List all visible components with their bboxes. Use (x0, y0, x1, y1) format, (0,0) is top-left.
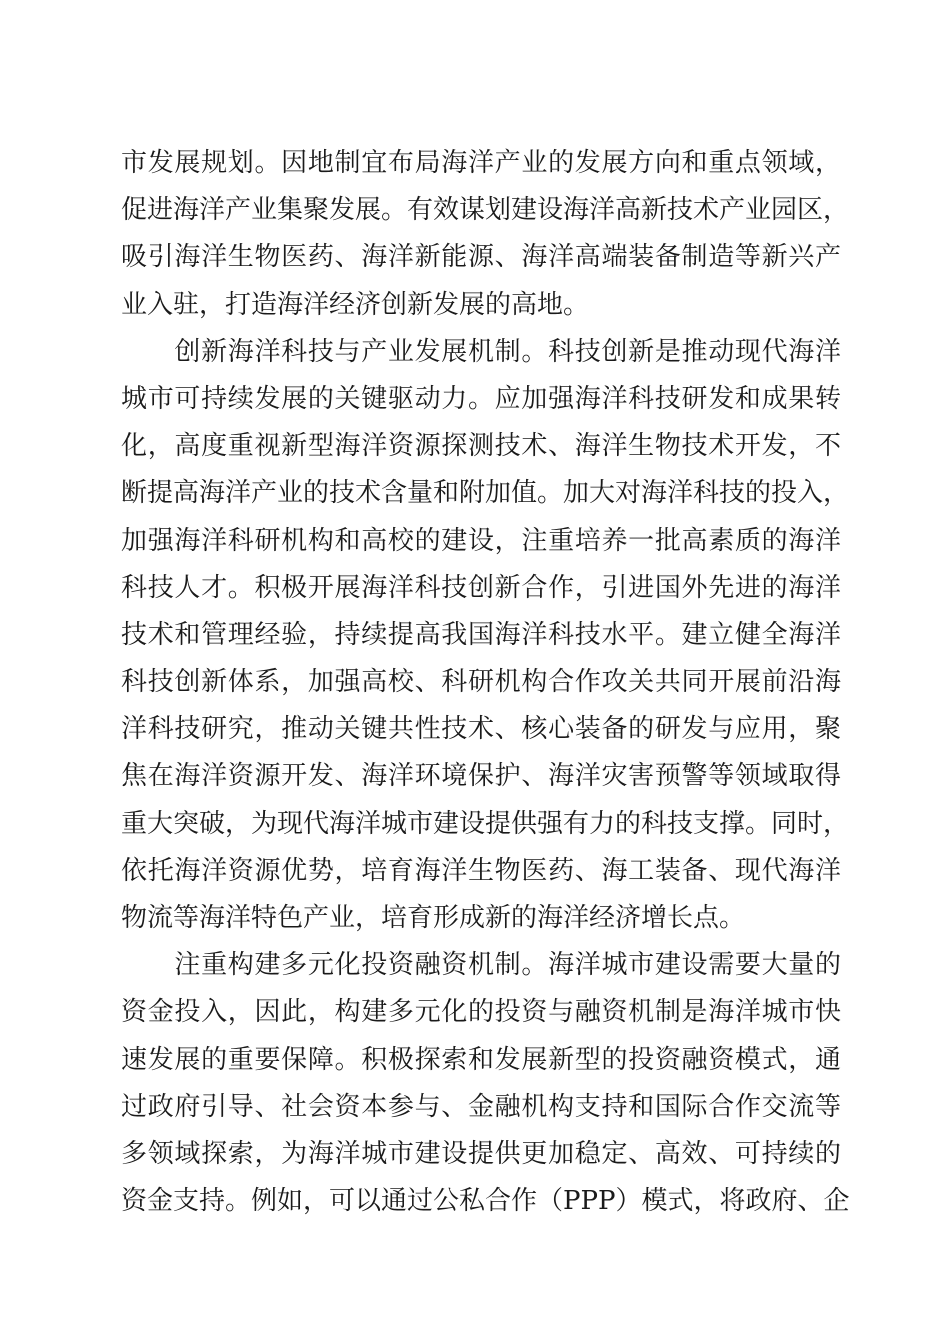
text-line: 市发展规划。因地制宜布局海洋产业的发展方向和重点领域， (121, 148, 841, 178)
text-line: 科技创新体系，加强高校、科研机构合作攻关共同开展前沿海 (121, 667, 841, 698)
text-line: 断提高海洋产业的技术含量和附加值。加大对海洋科技的投入， (121, 478, 850, 509)
text-line: 依托海洋资源优势，培育海洋生物医药、海工装备、现代海洋 (121, 855, 841, 886)
text-line: 资金支持。例如，可以通过公私合作（PPP）模式，将政府、企 (121, 1186, 850, 1217)
text-line: 多领域探索，为海洋城市建设提供更加稳定、高效、可持续的 (121, 1138, 841, 1169)
body-text (121, 140, 850, 1225)
text-line: 化，高度重视新型海洋资源探测技术、海洋生物技术开发，不 (121, 431, 841, 462)
text-line: 技术和管理经验，持续提高我国海洋科技水平。建立健全海洋 (121, 619, 841, 650)
text-line: 洋科技研究，推动关键共性技术、核心装备的研发与应用，聚 (121, 714, 841, 745)
text-line: 物流等海洋特色产业，培育形成新的海洋经济增长点。 (121, 903, 746, 933)
text-line: 重大突破，为现代海洋城市建设提供强有力的科技支撑。同时， (121, 808, 850, 839)
text-line: 吸引海洋生物医药、海洋新能源、海洋高端装备制造等新兴产 (121, 242, 841, 273)
text-line: 焦在海洋资源开发、海洋环境保护、海洋灾害预警等领域取得 (121, 761, 841, 792)
text-line: 注重构建多元化投资融资机制。海洋城市建设需要大量的 (121, 950, 841, 981)
text-line: 业入驻，打造海洋经济创新发展的高地。 (121, 289, 590, 320)
text-line: 促进海洋产业集聚发展。有效谋划建设海洋高新技术产业园区， (121, 195, 850, 226)
text-line: 创新海洋科技与产业发展机制。科技创新是推动现代海洋 (121, 336, 841, 367)
text-line: 城市可持续发展的关键驱动力。应加强海洋科技研发和成果转 (121, 383, 841, 414)
text-line: 加强海洋科研机构和高校的建设，注重培养一批高素质的海洋 (121, 525, 841, 556)
text-line: 速发展的重要保障。积极探索和发展新型的投资融资模式，通 (121, 1044, 841, 1075)
text-line: 过政府引导、社会资本参与、金融机构支持和国际合作交流等 (121, 1091, 841, 1122)
text-line: 科技人才。积极开展海洋科技创新合作，引进国外先进的海洋 (121, 572, 841, 603)
text-line: 资金投入，因此，构建多元化的投资与融资机制是海洋城市快 (121, 997, 841, 1028)
